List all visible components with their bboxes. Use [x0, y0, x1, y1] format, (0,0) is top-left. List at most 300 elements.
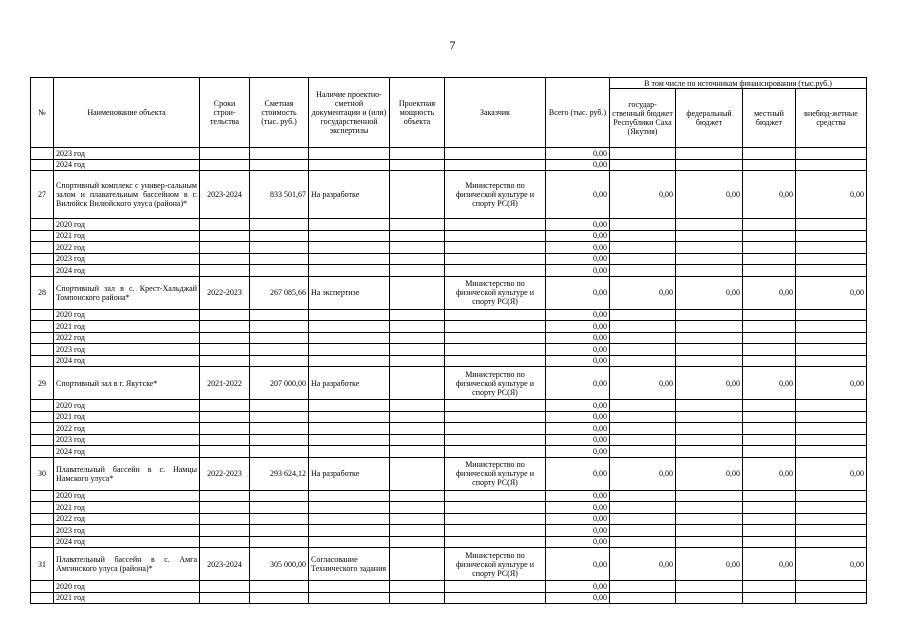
object-terms: 2023-2024: [200, 171, 250, 219]
cell-empty: [200, 400, 250, 412]
cell-empty: [743, 536, 796, 548]
year-total: 0,00: [546, 446, 610, 458]
cell-empty: [445, 446, 546, 458]
cell-empty: [250, 265, 309, 277]
header-terms: Сроки строи-тельства: [200, 78, 250, 148]
object-local-budget: 0,00: [743, 276, 796, 309]
cell-empty: [445, 434, 546, 446]
cell-empty: [610, 434, 676, 446]
year-row: [31, 159, 867, 171]
cell-empty: [676, 148, 743, 160]
object-federal-budget: 0,00: [676, 171, 743, 219]
cell-empty: [390, 446, 445, 458]
object-local-budget: 0,00: [743, 548, 796, 581]
cell-empty: [390, 265, 445, 277]
cell-empty: [309, 502, 390, 514]
cell-empty: [676, 513, 743, 525]
cell-empty: [200, 581, 250, 593]
cell-empty: [309, 411, 390, 423]
year-total: 0,00: [546, 592, 610, 604]
year-label: 2022 год: [54, 513, 200, 525]
header-federal-budget: федеральный бюджет: [676, 89, 743, 148]
cell-empty: [250, 242, 309, 254]
year-row: [31, 309, 867, 321]
year-row: [31, 502, 867, 514]
cell-empty: [390, 536, 445, 548]
object-federal-budget: 0,00: [676, 548, 743, 581]
cell-empty: [796, 525, 867, 537]
year-total: 0,00: [546, 219, 610, 231]
object-number: 30: [31, 457, 54, 490]
year-row: [31, 525, 867, 537]
cell-empty: [445, 513, 546, 525]
cell-empty: [610, 148, 676, 160]
cell-empty: [743, 411, 796, 423]
cell-empty: [796, 265, 867, 277]
cell-empty: [200, 536, 250, 548]
cell-empty: [796, 230, 867, 242]
cell-empty: [796, 592, 867, 604]
cell-empty: [31, 148, 54, 160]
cell-empty: [676, 253, 743, 265]
header-name: Наименование объекта: [54, 78, 200, 148]
cell-empty: [676, 525, 743, 537]
year-label: 2020 год: [54, 309, 200, 321]
object-customer: Министерство по физической культуре и спорту РС(Я): [445, 367, 546, 400]
cell-empty: [796, 309, 867, 321]
cell-empty: [743, 242, 796, 254]
cell-empty: [200, 411, 250, 423]
cell-empty: [200, 242, 250, 254]
year-row: [31, 230, 867, 242]
cell-empty: [200, 490, 250, 502]
cell-empty: [610, 446, 676, 458]
cell-empty: [796, 355, 867, 367]
cell-empty: [250, 219, 309, 231]
cell-empty: [796, 242, 867, 254]
cell-empty: [309, 513, 390, 525]
year-label: 2024 год: [54, 446, 200, 458]
object-row: [31, 171, 867, 219]
cell-empty: [250, 253, 309, 265]
year-total: 0,00: [546, 344, 610, 356]
cell-empty: [31, 309, 54, 321]
year-label: 2024 год: [54, 536, 200, 548]
object-state-budget: 0,00: [610, 548, 676, 581]
cell-empty: [200, 159, 250, 171]
object-row: [31, 548, 867, 581]
cell-empty: [743, 446, 796, 458]
year-total: 0,00: [546, 423, 610, 435]
cell-empty: [200, 502, 250, 514]
cell-empty: [309, 355, 390, 367]
cell-empty: [250, 434, 309, 446]
cell-empty: [610, 490, 676, 502]
cell-empty: [31, 581, 54, 593]
year-total: 0,00: [546, 148, 610, 160]
cell-empty: [309, 309, 390, 321]
cell-empty: [309, 219, 390, 231]
cell-empty: [445, 536, 546, 548]
cell-empty: [610, 242, 676, 254]
year-total: 0,00: [546, 159, 610, 171]
cell-empty: [309, 230, 390, 242]
year-total: 0,00: [546, 321, 610, 333]
year-label: 2023 год: [54, 344, 200, 356]
cell-empty: [610, 400, 676, 412]
cell-empty: [390, 423, 445, 435]
cell-empty: [445, 355, 546, 367]
cell-empty: [610, 525, 676, 537]
cell-empty: [743, 230, 796, 242]
cell-empty: [445, 490, 546, 502]
cell-empty: [676, 344, 743, 356]
cell-empty: [445, 219, 546, 231]
year-row: [31, 265, 867, 277]
object-cost: 207 000,00: [250, 367, 309, 400]
cell-empty: [676, 490, 743, 502]
cell-empty: [31, 434, 54, 446]
cell-empty: [31, 332, 54, 344]
object-federal-budget: 0,00: [676, 457, 743, 490]
cell-empty: [31, 502, 54, 514]
cell-empty: [250, 148, 309, 160]
object-capacity: [390, 457, 445, 490]
cell-empty: [390, 242, 445, 254]
cell-empty: [676, 592, 743, 604]
cell-empty: [31, 253, 54, 265]
cell-empty: [309, 536, 390, 548]
object-name: Плавательный бассейн в с. Амга Амгинского улуса (района)*: [54, 548, 200, 581]
object-docs-status: На разработке: [309, 457, 390, 490]
year-label: 2022 год: [54, 332, 200, 344]
cell-empty: [390, 525, 445, 537]
cell-empty: [610, 581, 676, 593]
year-label: 2022 год: [54, 423, 200, 435]
year-row: [31, 434, 867, 446]
object-number: 28: [31, 276, 54, 309]
header-total: Всего (тыс. руб.): [546, 78, 610, 148]
object-extra-budget: 0,00: [796, 457, 867, 490]
cell-empty: [31, 344, 54, 356]
cell-empty: [309, 423, 390, 435]
object-federal-budget: 0,00: [676, 276, 743, 309]
year-total: 0,00: [546, 434, 610, 446]
object-state-budget: 0,00: [610, 171, 676, 219]
cell-empty: [796, 253, 867, 265]
header-cost: Сметная стоимость (тыс. руб.): [250, 78, 309, 148]
cell-empty: [445, 423, 546, 435]
cell-empty: [445, 411, 546, 423]
year-row: [31, 446, 867, 458]
cell-empty: [676, 265, 743, 277]
cell-empty: [676, 536, 743, 548]
cell-empty: [250, 332, 309, 344]
object-name: Плавательный бассейн в с. Намцы Намского улуса*: [54, 457, 200, 490]
cell-empty: [200, 309, 250, 321]
year-row: [31, 536, 867, 548]
cell-empty: [610, 265, 676, 277]
cell-empty: [610, 230, 676, 242]
financing-table: [30, 77, 867, 604]
cell-empty: [200, 253, 250, 265]
year-total: 0,00: [546, 581, 610, 593]
cell-empty: [250, 502, 309, 514]
cell-empty: [743, 265, 796, 277]
cell-empty: [200, 525, 250, 537]
object-total: 0,00: [546, 276, 610, 309]
year-label: 2024 год: [54, 265, 200, 277]
cell-empty: [610, 592, 676, 604]
header-docs: Наличие проектно-сметной документации и (или) государственной экспертизы: [309, 78, 390, 148]
cell-empty: [610, 513, 676, 525]
year-total: 0,00: [546, 536, 610, 548]
cell-empty: [445, 581, 546, 593]
cell-empty: [743, 253, 796, 265]
cell-empty: [796, 159, 867, 171]
cell-empty: [610, 309, 676, 321]
cell-empty: [250, 309, 309, 321]
cell-empty: [250, 490, 309, 502]
object-docs-status: На разработке: [309, 367, 390, 400]
cell-empty: [200, 423, 250, 435]
table-body: [31, 148, 867, 604]
year-total: 0,00: [546, 253, 610, 265]
object-docs-status: Согласование Технического задания: [309, 548, 390, 581]
header-extra-budget: внебюд-жетные средства: [796, 89, 867, 148]
cell-empty: [676, 411, 743, 423]
cell-empty: [796, 148, 867, 160]
cell-empty: [31, 265, 54, 277]
cell-empty: [743, 592, 796, 604]
cell-empty: [445, 265, 546, 277]
cell-empty: [309, 525, 390, 537]
cell-empty: [610, 355, 676, 367]
year-label: 2020 год: [54, 581, 200, 593]
cell-empty: [445, 525, 546, 537]
cell-empty: [796, 423, 867, 435]
year-row: [31, 321, 867, 333]
cell-empty: [676, 242, 743, 254]
cell-empty: [610, 536, 676, 548]
cell-empty: [390, 400, 445, 412]
object-capacity: [390, 548, 445, 581]
header-capacity: Проектная мощность объекта: [390, 78, 445, 148]
cell-empty: [31, 423, 54, 435]
object-number: 29: [31, 367, 54, 400]
cell-empty: [31, 400, 54, 412]
cell-empty: [309, 159, 390, 171]
cell-empty: [743, 332, 796, 344]
cell-empty: [796, 411, 867, 423]
object-customer: Министерство по физической культуре и спорту РС(Я): [445, 171, 546, 219]
cell-empty: [796, 446, 867, 458]
cell-empty: [200, 219, 250, 231]
object-terms: 2022-2023: [200, 457, 250, 490]
object-cost: 833 501,67: [250, 171, 309, 219]
year-row: [31, 355, 867, 367]
cell-empty: [610, 159, 676, 171]
cell-empty: [309, 321, 390, 333]
year-label: 2021 год: [54, 502, 200, 514]
cell-empty: [390, 230, 445, 242]
year-label: 2021 год: [54, 321, 200, 333]
object-number: 31: [31, 548, 54, 581]
cell-empty: [743, 148, 796, 160]
cell-empty: [250, 355, 309, 367]
cell-empty: [796, 581, 867, 593]
cell-empty: [743, 423, 796, 435]
cell-empty: [743, 513, 796, 525]
year-total: 0,00: [546, 502, 610, 514]
object-state-budget: 0,00: [610, 367, 676, 400]
cell-empty: [445, 400, 546, 412]
year-label: 2020 год: [54, 400, 200, 412]
object-extra-budget: 0,00: [796, 171, 867, 219]
object-total: 0,00: [546, 367, 610, 400]
object-total: 0,00: [546, 457, 610, 490]
object-terms: 2021-2022: [200, 367, 250, 400]
object-local-budget: 0,00: [743, 367, 796, 400]
year-row: [31, 148, 867, 160]
cell-empty: [676, 230, 743, 242]
cell-empty: [676, 581, 743, 593]
object-name: Спортивный комплекс с универ-сальным залом и плавательным бассейном в г. Вилюйск Вилюйского улуса (района)*: [54, 171, 200, 219]
cell-empty: [250, 411, 309, 423]
cell-empty: [309, 490, 390, 502]
year-label: 2021 год: [54, 411, 200, 423]
object-state-budget: 0,00: [610, 457, 676, 490]
cell-empty: [390, 344, 445, 356]
year-label: 2024 год: [54, 159, 200, 171]
cell-empty: [676, 400, 743, 412]
cell-empty: [390, 159, 445, 171]
cell-empty: [31, 536, 54, 548]
cell-empty: [796, 219, 867, 231]
year-row: [31, 513, 867, 525]
object-name: Спортивный зал в с. Крест-Хальджай Томпонского района*: [54, 276, 200, 309]
cell-empty: [445, 332, 546, 344]
cell-empty: [743, 219, 796, 231]
object-federal-budget: 0,00: [676, 367, 743, 400]
cell-empty: [390, 502, 445, 514]
cell-empty: [31, 355, 54, 367]
cell-empty: [796, 490, 867, 502]
cell-empty: [390, 411, 445, 423]
cell-empty: [250, 159, 309, 171]
object-extra-budget: 0,00: [796, 367, 867, 400]
cell-empty: [390, 490, 445, 502]
year-total: 0,00: [546, 513, 610, 525]
cell-empty: [309, 332, 390, 344]
cell-empty: [309, 265, 390, 277]
cell-empty: [250, 581, 309, 593]
cell-empty: [743, 434, 796, 446]
year-row: [31, 581, 867, 593]
cell-empty: [250, 423, 309, 435]
cell-empty: [796, 344, 867, 356]
cell-empty: [309, 148, 390, 160]
cell-empty: [200, 332, 250, 344]
cell-empty: [743, 309, 796, 321]
cell-empty: [31, 230, 54, 242]
cell-empty: [200, 230, 250, 242]
year-label: 2023 год: [54, 434, 200, 446]
year-total: 0,00: [546, 265, 610, 277]
cell-empty: [309, 446, 390, 458]
header-state-budget: государ-ственный бюджет Республики Саха (Якутия): [610, 89, 676, 148]
year-row: [31, 411, 867, 423]
year-row: [31, 242, 867, 254]
cell-empty: [610, 219, 676, 231]
cell-empty: [676, 321, 743, 333]
object-docs-status: На разработке: [309, 171, 390, 219]
cell-empty: [31, 219, 54, 231]
object-capacity: [390, 171, 445, 219]
cell-empty: [445, 159, 546, 171]
object-row: [31, 367, 867, 400]
cell-empty: [390, 219, 445, 231]
cell-empty: [676, 219, 743, 231]
year-label: 2022 год: [54, 242, 200, 254]
cell-empty: [31, 490, 54, 502]
cell-empty: [676, 434, 743, 446]
header-local-budget: местный бюджет: [743, 89, 796, 148]
cell-empty: [390, 355, 445, 367]
cell-empty: [250, 400, 309, 412]
cell-empty: [445, 148, 546, 160]
cell-empty: [676, 332, 743, 344]
cell-empty: [250, 344, 309, 356]
year-label: 2020 год: [54, 490, 200, 502]
object-extra-budget: 0,00: [796, 548, 867, 581]
cell-empty: [250, 513, 309, 525]
cell-empty: [445, 592, 546, 604]
cell-empty: [250, 321, 309, 333]
cell-empty: [610, 423, 676, 435]
year-label: 2024 год: [54, 355, 200, 367]
year-total: 0,00: [546, 309, 610, 321]
object-docs-status: На экспертизе: [309, 276, 390, 309]
header-sources-group: В том числе по источникам финансирования (тыс.руб.): [610, 78, 867, 89]
cell-empty: [743, 502, 796, 514]
cell-empty: [743, 400, 796, 412]
cell-empty: [31, 321, 54, 333]
cell-empty: [390, 592, 445, 604]
object-row: [31, 457, 867, 490]
object-customer: Министерство по физической культуре и спорту РС(Я): [445, 548, 546, 581]
cell-empty: [610, 502, 676, 514]
object-capacity: [390, 276, 445, 309]
cell-empty: [309, 434, 390, 446]
cell-empty: [200, 265, 250, 277]
object-total: 0,00: [546, 548, 610, 581]
object-terms: 2022-2023: [200, 276, 250, 309]
cell-empty: [309, 242, 390, 254]
cell-empty: [200, 355, 250, 367]
cell-empty: [200, 344, 250, 356]
cell-empty: [676, 446, 743, 458]
cell-empty: [743, 344, 796, 356]
cell-empty: [796, 400, 867, 412]
year-row: [31, 423, 867, 435]
year-row: [31, 332, 867, 344]
header-customer: Заказчик: [445, 78, 546, 148]
cell-empty: [309, 344, 390, 356]
object-state-budget: 0,00: [610, 276, 676, 309]
cell-empty: [31, 159, 54, 171]
cell-empty: [309, 400, 390, 412]
